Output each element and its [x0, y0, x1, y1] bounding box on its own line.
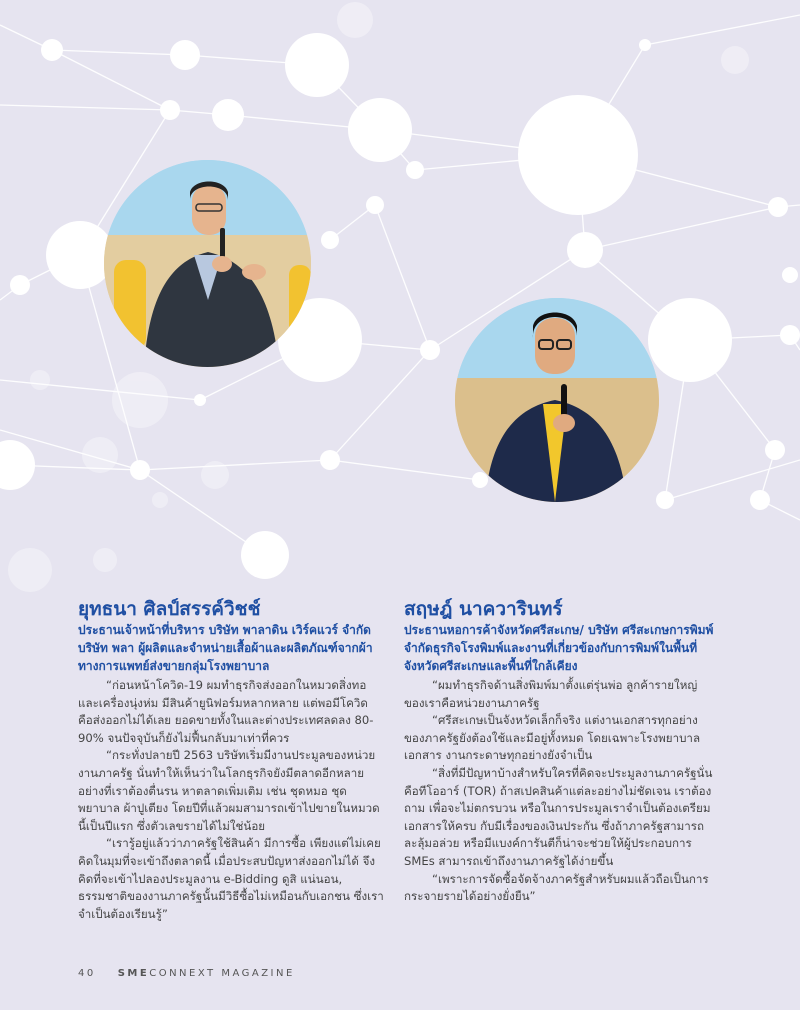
speaker-title-right: ประธานหอการค้าจังหวัดศรีสะเกษ/ บริษัท ศรีสะเกษการพิมพ์ จำกัดธุรกิจโรงพิมพ์และงานที่เกี่ยวข้องกับการพิมพ์ในพื้นที่จังหวัดศรีสะเกษและพื้นที่ใกล้เคียง — [404, 623, 714, 673]
speaker-photo-left — [104, 160, 311, 367]
speaker-title-left: ประธานเจ้าหน้าที่บริหาร บริษัท พาลาดิน เวิร์คแวร์ จำกัด บริษัท พลา ผู้ผลิตและจำหน่ายเสื้อผ้าและผลิตภัณฑ์จากผ้าทางการแพทย์ส่งขายกลุ่มโรงพยาบาล — [78, 623, 373, 673]
paragraph: “เรารู้อยู่แล้วว่าภาครัฐใช้สินค้า มีการซื้อ เพียงแต่ไม่เคยคิดในมุมที่จะเข้าถึงตลาดนี้ เมื่อประสบปัญหาส่งออกไม่ได้ จึงคิดที่จะเข้าไปลองประมูลงาน e-Bidding ดูสิ แน่นอน, ธรรมชาติของงานภาครัฐนั้นมีวิธีซื้อไม่เหมือนกับเอกชน ซึ่งเราจำเป็นต้องเรียนรู้” — [78, 836, 384, 921]
paragraph: “ผมทำธุรกิจด้านสิ่งพิมพ์มาตั้งแต่รุ่นพ่อ ลูกค้ารายใหญ่ของเราคือหน่วยงานภาครัฐ — [404, 678, 698, 710]
paragraph: “เพราะการจัดซื้อจัดจ้างภาครัฐสำหรับผมแล้วถือเป็นการกระจายรายได้อย่างยั่งยืน” — [404, 871, 709, 904]
magazine-brand-rest: CONNEXT MAGAZINE — [149, 968, 295, 979]
paragraph: “ศรีสะเกษเป็นจังหวัดเล็กก็จริง แต่งานเอกสารทุกอย่างของภาครัฐยังต้องใช้และมีอยู่ทั้งหมด โดยเฉพาะโรงพยาบาล เอกสาร งานกระดาษทุกอย่างยังจำเป็น — [404, 713, 701, 763]
paragraph: “สิ่งที่มีปัญหาบ้างสำหรับใครที่คิดจะประมูลงานภาครัฐนั่นคือทีโออาร์ (TOR) ถ้าสเปคสินค้าแต่ละอย่างไม่ชัดเจน เราต้องถาม เพื่อจะไม่ตกรบวน หรือในการประมูลเราจำเป็นต้องเตรียมเอกสารให้ครบ กับมีเรื่องของเงินประกัน ซึ่งถ้าภาครัฐสามารถละลุ้มอล่วย หรือมีแบงค์การันตีก็น่าจะช่วยให้ผู้ประกอบการ SMEs สามารถเข้าถึงงานภาครัฐได้ง่ายขึ้น — [404, 765, 713, 868]
speaker-name-right: สฤษฎ์ นาควารินทร์ — [404, 598, 563, 620]
magazine-brand-bold: SME — [117, 968, 150, 979]
right-column — [404, 597, 716, 906]
paragraph: “ก่อนหน้าโควิด-19 ผมทำธุรกิจส่งออกในหมวดสิ่งทอและเครื่องนุ่งห่ม มีสินค้ายูนิฟอร์มหลากหลาย แต่พอมีโควิด คือส่งออกไม่ได้เลย ยอดขายทั้งในและต่างประเทศลดลง 80-90% จนปัจจุบันก็ยังไม่ฟื้นกลับมาเท่าที่ควร — [78, 678, 374, 745]
speaker-photo-right — [455, 298, 659, 502]
page-number: 40 — [78, 968, 96, 979]
paragraph: “กระทั่งปลายปี 2563 บริษัทเริ่มมีงานประมูลของหน่วยงานภาครัฐ นั่นทำให้เห็นว่าในโลกธุรกิจยังมีตลาดอีกหลายอย่างที่เราต้องตื่นรน หาตลาดเพิ่มเติม เช่น ชุดหมอ ชุดพยาบาล ผ้าปูเตียง โดยปีที่แล้วผมสามารถเข้าไปขายในหมวดนี้เป็นปีแรก ซึ่งตัวเลขรายได้ไม่ใช่น้อย — [78, 748, 380, 833]
page-footer — [78, 968, 295, 979]
speaker-name-left: ยุทธนา ศิลป์สรรค์วิชช์ — [78, 598, 261, 620]
left-column — [78, 597, 384, 923]
